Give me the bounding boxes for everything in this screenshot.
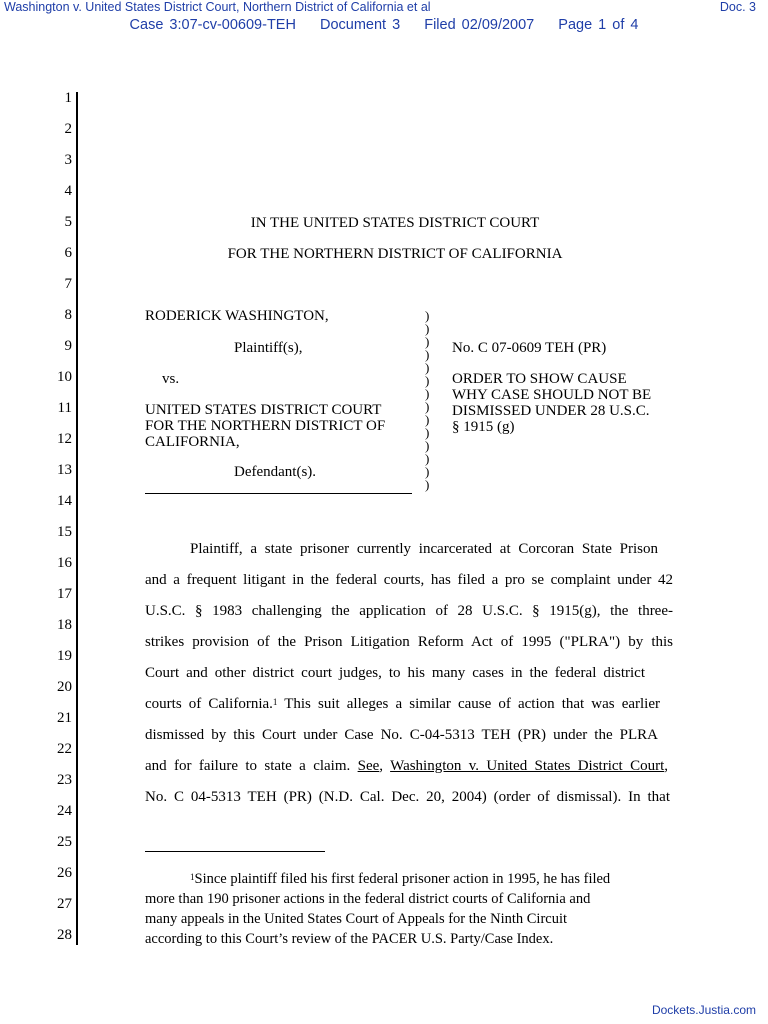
order-title-line: WHY CASE SHOULD NOT BE [452,387,652,403]
doc-number-link[interactable]: Doc. 3 [719,0,756,14]
footnote-text: Since plaintiff filed his first federal prisoner action in 1995, he has filed [194,871,611,887]
line-number: 22 [57,741,72,757]
caption-paren: ) [425,399,430,414]
defendant-line: UNITED STATES DISTRICT COURT [145,402,382,418]
case-number-caption: No. C 07-0609 TEH (PR) [452,340,607,356]
line-number: 26 [57,865,72,881]
caption-paren: ) [425,308,430,323]
line-number: 24 [57,803,72,819]
line-number: 9 [64,338,72,354]
caption-paren: ) [425,373,430,388]
line-number: 27 [57,896,72,912]
footnote-separator [145,851,325,852]
defendant-name [145,402,385,450]
body-line [145,689,660,720]
line-number: 12 [57,431,72,447]
filing-header [0,17,768,33]
caption-paren: ) [425,321,430,336]
dockets-justia-link[interactable]: Dockets.Justia.com [651,1003,756,1017]
plaintiff-name: RODERICK WASHINGTON, [145,308,329,324]
line-number: 6 [64,245,72,261]
line-number: 5 [64,214,72,230]
footnote-line [190,869,610,889]
caption-paren: ) [425,360,430,375]
filed-date: Filed 02/09/2007 [424,17,535,33]
caption-paren: ) [425,438,430,453]
case-title-link[interactable]: Washington v. United States District Court, Northern District of California et al [4,0,431,14]
plaintiff-role: Plaintiff(s), [234,340,303,356]
caption-paren: ) [425,347,430,362]
body-line: Court and other district court judges, to his many cases in the federal district [145,665,645,681]
versus: vs. [162,371,180,387]
line-number: 19 [57,648,72,664]
caption-parentheses [425,309,429,491]
line-number: 4 [64,183,72,199]
footnote-line: many appeals in the United States Court of Appeals for the Ninth Circuit [145,911,568,927]
line-number: 2 [64,121,72,137]
line-number: 7 [64,276,72,292]
defendant-line: FOR THE NORTHERN DISTRICT OF [145,418,386,434]
document-number: Document 3 [320,17,401,33]
line-number: 18 [57,617,72,633]
case-citation: Washington v. United States District Court [390,758,665,774]
line-number: 17 [57,586,72,602]
body-line: dismissed by this Court under Case No. C-04-5313 TEH (PR) under the PLRA [145,727,658,743]
line-number: 10 [57,369,72,385]
body-line: U.S.C. § 1983 challenging the application of 28 U.S.C. § 1915(g), the three- [145,603,673,619]
line-number: 15 [57,524,72,540]
body-text: This suit alleges a similar cause of action that was earlier [277,696,661,712]
order-title-line: § 1915 (g) [452,419,515,435]
line-number: 16 [57,555,72,571]
body-line: strikes provision of the Prison Litigation Reform Act of 1995 ("PLRA") by this [145,634,673,650]
defendant-role: Defendant(s). [234,464,317,480]
body-line: and a frequent litigant in the federal courts, has filed a pro se complaint under 42 [145,572,673,588]
caption-paren: ) [425,334,430,349]
footnote-marker: 1 [190,872,195,882]
body-text: , [664,758,668,774]
footnote-reference[interactable]: 1 [272,697,278,707]
line-number: 11 [57,400,72,416]
caption-paren: ) [425,425,430,440]
line-number: 28 [57,927,72,943]
court-name-line2: FOR THE NORTHERN DISTRICT OF CALIFORNIA [227,246,563,262]
caption-paren: ) [425,451,430,466]
order-title-line: DISMISSED UNDER 28 U.S.C. [452,403,650,419]
defendant-line: CALIFORNIA, [145,434,240,450]
line-number: 21 [57,710,72,726]
body-line: No. C 04-5313 TEH (PR) (N.D. Cal. Dec. 20, 2004) (order of dismissal). In that [145,789,670,805]
line-number: 20 [57,679,72,695]
order-title-line: ORDER TO SHOW CAUSE [452,371,627,387]
line-number: 8 [64,307,72,323]
court-name-line1: IN THE UNITED STATES DISTRICT COURT [250,215,540,231]
body-text: , [379,758,391,774]
caption-paren: ) [425,464,430,479]
line-number: 1 [64,90,72,106]
line-number: 23 [57,772,72,788]
line-number: 25 [57,834,72,850]
caption-paren: ) [425,412,430,427]
line-number: 14 [57,493,72,509]
caption-rule [145,493,412,494]
body-text: and for failure to state a claim. [145,758,358,774]
signal-see: See [357,758,380,774]
page-indicator: Page 1 of 4 [558,17,639,33]
caption-paren: ) [425,386,430,401]
body-text: courts of California. [145,696,273,712]
caption-paren: ) [425,477,430,492]
order-title [452,371,651,435]
body-line [145,751,668,782]
footnote-line: more than 190 prisoner actions in the federal district courts of California and [145,891,591,907]
body-line: Plaintiff, a state prisoner currently incarcerated at Corcoran State Prison [190,541,658,557]
case-number: Case 3:07-cv-00609-TEH [129,17,296,33]
gutter-rule [76,92,78,945]
footnote-line: according to this Court’s review of the PACER U.S. Party/Case Index. [145,931,554,947]
line-number: 13 [57,462,72,478]
line-number: 3 [64,152,72,168]
